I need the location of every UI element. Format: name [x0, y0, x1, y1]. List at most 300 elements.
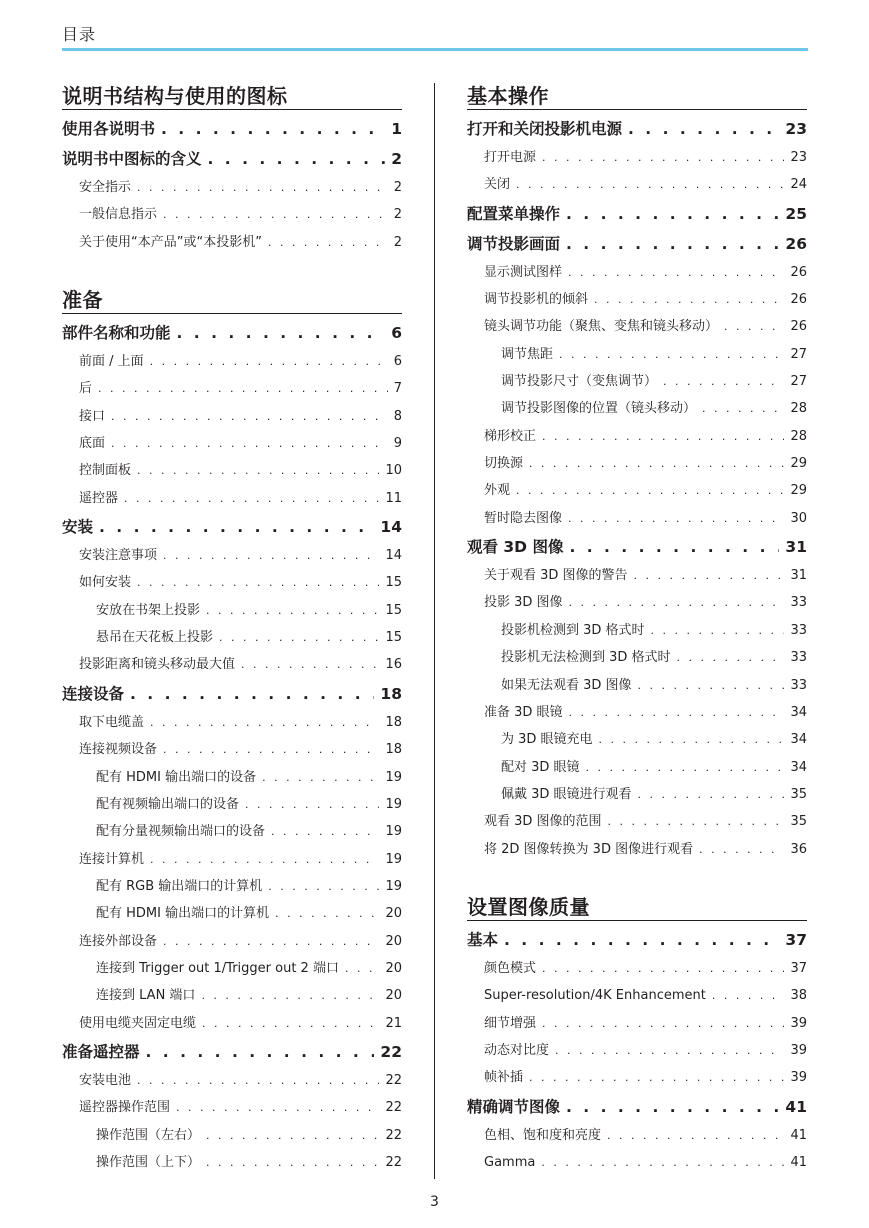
- dot-leader: [206, 1122, 379, 1149]
- dot-leader: [177, 318, 386, 348]
- header-rule: [62, 48, 808, 51]
- toc-entry-page: 33: [790, 677, 807, 693]
- toc-entry-level-2[interactable]: [62, 229, 402, 256]
- toc-entry-text: 连接外部设备: [79, 933, 158, 949]
- toc-entry-level-1[interactable]: [62, 318, 402, 348]
- toc-entry-text: 调节投影机的倾斜: [484, 292, 589, 308]
- section-title: 准备: [62, 287, 402, 314]
- toc-entry-text: 安放在书架上投影: [96, 602, 201, 618]
- dot-leader: [634, 562, 785, 589]
- toc-entry-text: 操作范围（上下）: [96, 1154, 201, 1170]
- toc-entry-text: 调节投影尺寸（变焦调节）: [501, 374, 658, 390]
- toc-entry-page: 2: [391, 150, 402, 168]
- dot-leader: [206, 1149, 379, 1176]
- toc-entry-level-3[interactable]: [467, 754, 807, 781]
- dot-leader: [98, 375, 388, 402]
- toc-entry-page: 11: [385, 490, 402, 506]
- toc-entry-level-2[interactable]: [62, 709, 402, 736]
- toc-entry-level-2[interactable]: [62, 457, 402, 484]
- toc-entry-page: 20: [385, 988, 402, 1004]
- toc-entry-text: 如何安装: [79, 575, 132, 591]
- toc-entry-level-3[interactable]: [62, 818, 402, 845]
- toc-entry-level-2[interactable]: [62, 485, 402, 512]
- toc-entry-text: 基本: [467, 930, 499, 949]
- toc-entry-text: 观看 3D 图像: [467, 538, 564, 557]
- toc-entry-page: 1: [391, 120, 402, 138]
- toc-entry-page: 31: [790, 568, 807, 584]
- dot-leader: [702, 395, 784, 422]
- toc-entry-page: 33: [790, 622, 807, 638]
- toc-entry-page: 41: [790, 1127, 807, 1143]
- toc-entry-level-1[interactable]: [467, 1092, 807, 1122]
- toc-entry-text: 精确调节图像: [467, 1097, 561, 1116]
- toc-entry-text: 配对 3D 眼镜: [501, 759, 580, 775]
- toc-entry-level-3[interactable]: [467, 726, 807, 753]
- dot-leader: [99, 512, 374, 542]
- dot-leader: [137, 457, 379, 484]
- dot-leader: [124, 485, 379, 512]
- toc-entry-level-2[interactable]: [467, 955, 807, 982]
- toc-entry-level-3[interactable]: [467, 395, 807, 422]
- toc-entry-level-2[interactable]: [467, 562, 807, 589]
- toc-entry-level-2[interactable]: [467, 982, 807, 1009]
- toc-entry-text: 取下电缆盖: [79, 714, 145, 730]
- toc-entry-text: Super-resolution/4K Enhancement: [484, 988, 706, 1004]
- toc-entry-level-3[interactable]: [62, 900, 402, 927]
- dot-leader: [262, 764, 379, 791]
- toc-entry-page: 19: [385, 769, 402, 785]
- toc-entry-level-2[interactable]: [467, 808, 807, 835]
- toc-section: [467, 894, 807, 1176]
- dot-leader: [111, 430, 388, 457]
- toc-entry-level-2[interactable]: [467, 505, 807, 532]
- dot-leader: [137, 1067, 379, 1094]
- toc-entry-text: 操作范围（左右）: [96, 1127, 201, 1143]
- dot-leader: [130, 679, 374, 709]
- dot-leader: [146, 1037, 375, 1067]
- toc-entry-text: 连接计算机: [79, 851, 145, 867]
- toc-entry-level-3[interactable]: [467, 341, 807, 368]
- toc-entry-page: 33: [790, 595, 807, 611]
- toc-entry-text: Gamma: [484, 1154, 536, 1170]
- toc-entry-text: 安全指示: [79, 180, 132, 195]
- dot-leader: [206, 597, 379, 624]
- toc-entry-page: 39: [790, 1015, 807, 1031]
- toc-entry-level-2[interactable]: [62, 928, 402, 955]
- toc-entry-level-3[interactable]: [62, 764, 402, 791]
- toc-entry-level-2[interactable]: [467, 699, 807, 726]
- toc-entry-page: 16: [385, 657, 402, 673]
- dot-leader: [150, 846, 379, 873]
- dot-leader: [161, 114, 385, 144]
- toc-entry-text: 梯形校正: [484, 428, 537, 444]
- toc-entry-text: 关于观看 3D 图像的警告: [484, 568, 628, 584]
- toc-entry-text: 佩戴 3D 眼镜进行观看: [501, 786, 632, 802]
- toc-entry-page: 7: [393, 381, 402, 397]
- toc-entry-text: 调节投影画面: [467, 234, 561, 253]
- toc-entry-text: 细节增强: [484, 1015, 537, 1031]
- toc-entry-level-2[interactable]: [467, 286, 807, 313]
- dot-leader: [529, 450, 784, 477]
- dot-leader: [542, 1010, 784, 1037]
- dot-leader: [607, 1122, 784, 1149]
- toc-entry-page: 15: [385, 575, 402, 591]
- toc-entry-page: 14: [380, 518, 402, 537]
- toc-entry-page: 41: [790, 1154, 807, 1170]
- toc-entry-level-2[interactable]: [62, 375, 402, 402]
- toc-entry-text: 关闭: [484, 177, 511, 193]
- toc-entry-level-2[interactable]: [467, 423, 807, 450]
- toc-entry-page: 26: [790, 264, 807, 280]
- toc-entry-text: 部件名称和功能: [62, 324, 171, 343]
- toc-entry-level-2[interactable]: [62, 348, 402, 375]
- dot-leader: [651, 617, 785, 644]
- dot-leader: [555, 1037, 784, 1064]
- dot-leader: [569, 532, 779, 562]
- toc-entry-level-2[interactable]: [62, 1010, 402, 1037]
- dot-leader: [638, 672, 785, 699]
- toc-entry-page: 35: [790, 786, 807, 802]
- toc-entry-text: 前面 / 上面: [79, 354, 144, 370]
- toc-entry-level-1[interactable]: [467, 925, 807, 955]
- toc-entry-page: 36: [790, 841, 807, 857]
- toc-entry-level-2[interactable]: [467, 477, 807, 504]
- toc-entry-level-1[interactable]: [467, 114, 807, 144]
- section-gap: [62, 256, 402, 287]
- toc-entry-page: 34: [790, 759, 807, 775]
- toc-entry-level-2[interactable]: [467, 836, 807, 863]
- dot-leader: [137, 569, 379, 596]
- toc-entry-page: 28: [790, 401, 807, 417]
- toc-entry-page: 6: [393, 354, 402, 370]
- toc-entry-level-1[interactable]: [467, 532, 807, 562]
- dot-leader: [202, 1010, 379, 1037]
- toc-entry-level-3[interactable]: [467, 617, 807, 644]
- toc-entry-text: 遥控器: [79, 490, 119, 506]
- toc-entry-level-2[interactable]: [62, 430, 402, 457]
- dot-leader: [569, 699, 785, 726]
- toc-entry-page: 34: [790, 732, 807, 748]
- toc-entry-text: 连接到 Trigger out 1/Trigger out 2 端口: [96, 960, 339, 976]
- toc-entry-text: 投影机无法检测到 3D 格式时: [501, 650, 671, 666]
- toc-entry-level-2[interactable]: [62, 846, 402, 873]
- toc-entry-page: 18: [385, 742, 402, 758]
- toc-entry-level-3[interactable]: [62, 624, 402, 651]
- toc-entry-level-3[interactable]: [467, 781, 807, 808]
- dot-leader: [241, 651, 379, 678]
- dot-leader: [516, 171, 784, 198]
- dot-leader: [541, 1149, 784, 1176]
- dot-leader: [516, 477, 784, 504]
- dot-leader: [163, 542, 379, 569]
- toc-entry-text: 连接到 LAN 端口: [96, 988, 196, 1004]
- toc-entry-page: 20: [385, 906, 402, 922]
- toc-entry-page: 39: [790, 1042, 807, 1058]
- toc-entry-page: 22: [385, 1154, 402, 1170]
- toc-entry-level-1[interactable]: [62, 114, 402, 144]
- toc-entry-page: 37: [790, 960, 807, 976]
- dot-leader: [137, 174, 388, 201]
- toc-entry-page: 18: [380, 684, 402, 703]
- dot-leader: [559, 341, 784, 368]
- toc-entry-text: 配置菜单操作: [467, 204, 561, 223]
- toc-entry-page: 23: [785, 120, 807, 138]
- toc-entry-page: 23: [790, 150, 807, 165]
- toc-entry-page: 26: [785, 234, 807, 253]
- toc-entry-page: 29: [790, 456, 807, 472]
- toc-entry-level-2[interactable]: [467, 144, 807, 171]
- toc-entry-page: 20: [385, 960, 402, 976]
- toc-entry-text: 外观: [484, 483, 511, 499]
- toc-entry-level-3[interactable]: [62, 873, 402, 900]
- dot-leader: [566, 229, 779, 259]
- toc-entry-page: 6: [391, 324, 402, 343]
- toc-entry-level-3[interactable]: [467, 368, 807, 395]
- toc-entry-level-3[interactable]: [467, 672, 807, 699]
- toc-entry-text: 连接设备: [62, 684, 125, 703]
- dot-leader: [568, 259, 784, 286]
- dot-leader: [163, 736, 379, 763]
- toc-entry-text: 投影距离和镜头移动最大值: [79, 657, 236, 673]
- toc-entry-text: 镜头调节功能（聚焦、变焦和镜头移动）: [484, 319, 719, 335]
- dot-leader: [568, 505, 784, 532]
- toc-entry-level-3[interactable]: [62, 597, 402, 624]
- dot-leader: [150, 348, 388, 375]
- toc-entry-level-2[interactable]: [467, 589, 807, 616]
- toc-left-column: [62, 83, 402, 1176]
- toc-entry-text: 观看 3D 图像的范围: [484, 814, 602, 830]
- toc-entry-text: 帧补插: [484, 1070, 524, 1086]
- toc-entry-page: 29: [790, 483, 807, 499]
- section-title: 说明书结构与使用的图标: [62, 83, 402, 110]
- toc-entry-level-3[interactable]: [62, 1122, 402, 1149]
- page-number: 3: [430, 1194, 439, 1210]
- toc-entry-page: 18: [385, 714, 402, 730]
- toc-entry-text: 切换源: [484, 456, 524, 472]
- toc-entry-text: 调节投影图像的位置（镜头移动）: [501, 401, 697, 417]
- toc-entry-text: 配有视频输出端口的设备: [96, 796, 240, 812]
- toc-entry-text: 后: [79, 381, 93, 397]
- dot-leader: [566, 199, 779, 229]
- toc-entry-page: 2: [393, 234, 402, 250]
- toc-entry-page: 27: [790, 374, 807, 390]
- toc-entry-level-2[interactable]: [62, 542, 402, 569]
- toc-entry-page: 9: [393, 436, 402, 452]
- toc-entry-level-1[interactable]: [467, 229, 807, 259]
- toc-entry-text: 动态对比度: [484, 1042, 550, 1058]
- toc-entry-page: 15: [385, 630, 402, 646]
- toc-entry-text: 遥控器操作范围: [79, 1100, 171, 1116]
- toc-entry-level-2[interactable]: [62, 201, 402, 228]
- toc-entry-text: 安装注意事项: [79, 548, 158, 564]
- toc-entry-page: 26: [790, 292, 807, 308]
- dot-leader: [176, 1094, 379, 1121]
- dot-leader: [542, 144, 784, 171]
- section-gap: [467, 863, 807, 894]
- dot-leader: [542, 955, 784, 982]
- toc-entry-page: 19: [385, 824, 402, 840]
- toc-entry-level-2[interactable]: [62, 1067, 402, 1094]
- toc-entry-text: 控制面板: [79, 463, 132, 479]
- toc-entry-level-2[interactable]: [62, 403, 402, 430]
- dot-leader: [271, 818, 379, 845]
- dot-leader: [712, 982, 785, 1009]
- toc-entry-page: 35: [790, 814, 807, 830]
- toc-entry-level-2[interactable]: [467, 1037, 807, 1064]
- toc-entry-level-1[interactable]: [467, 199, 807, 229]
- toc-entry-text: 调节焦距: [501, 346, 554, 362]
- toc-entry-level-2[interactable]: [62, 1094, 402, 1121]
- dot-leader: [699, 836, 784, 863]
- dot-leader: [163, 201, 388, 228]
- toc-entry-level-2[interactable]: [467, 450, 807, 477]
- toc-entry-text: 使用各说明书: [62, 120, 156, 138]
- dot-leader: [268, 229, 388, 256]
- toc-entry-text: 显示测试图样: [484, 264, 563, 280]
- toc-entry-text: 准备遥控器: [62, 1042, 140, 1061]
- toc-entry-page: 22: [385, 1100, 402, 1116]
- toc-entry-text: 说明书中图标的含义: [62, 150, 202, 168]
- toc-entry-page: 27: [790, 346, 807, 362]
- toc-entry-page: 8: [393, 408, 402, 424]
- toc-entry-page: 2: [393, 207, 402, 223]
- dot-leader: [245, 791, 379, 818]
- toc-entry-page: 10: [385, 463, 402, 479]
- toc-entry-page: 25: [785, 204, 807, 223]
- dot-leader: [345, 955, 379, 982]
- dot-leader: [638, 781, 785, 808]
- toc-entry-level-2[interactable]: [467, 1010, 807, 1037]
- toc-entry-text: 配有 HDMI 输出端口的设备: [96, 769, 257, 785]
- toc-entry-page: 34: [790, 704, 807, 720]
- dot-leader: [542, 423, 784, 450]
- toc-entry-level-3[interactable]: [62, 1149, 402, 1176]
- toc-entry-page: 19: [385, 796, 402, 812]
- toc-entry-page: 14: [385, 548, 402, 564]
- toc-entry-page: 20: [385, 933, 402, 949]
- toc-entry-level-2[interactable]: [62, 651, 402, 678]
- toc-entry-page: 38: [790, 988, 807, 1004]
- section-title: 设置图像质量: [467, 894, 807, 921]
- page-header-title: 目录: [62, 25, 97, 44]
- toc-entry-level-2[interactable]: [62, 174, 402, 201]
- toc-entry-text: 悬吊在天花板上投影: [96, 630, 214, 646]
- toc-entry-text: 配有分量视频输出端口的设备: [96, 824, 266, 840]
- toc-entry-text: 接口: [79, 408, 106, 424]
- toc-section: [467, 83, 807, 863]
- toc-entry-text: 为 3D 眼镜充电: [501, 732, 593, 748]
- toc-right-column: [467, 83, 807, 1176]
- dot-leader: [663, 368, 784, 395]
- toc-entry-text: 颜色模式: [484, 960, 537, 976]
- toc-entry-text: 配有 HDMI 输出端口的计算机: [96, 906, 270, 922]
- dot-leader: [529, 1064, 784, 1091]
- toc-section: [62, 83, 402, 256]
- toc-entry-text: 投影机检测到 3D 格式时: [501, 622, 645, 638]
- toc-entry-level-1[interactable]: [62, 144, 402, 174]
- toc-entry-page: 22: [380, 1042, 402, 1061]
- toc-entry-text: 打开电源: [484, 150, 537, 165]
- toc-entry-page: 21: [385, 1015, 402, 1031]
- toc-entry-text: 安装电池: [79, 1072, 132, 1088]
- dot-leader: [275, 900, 379, 927]
- dot-leader: [628, 114, 779, 144]
- dot-leader: [586, 754, 785, 781]
- section-title: 基本操作: [467, 83, 807, 110]
- toc-entry-text: 将 2D 图像转换为 3D 图像进行观看: [484, 841, 694, 857]
- toc-entry-level-2[interactable]: [62, 736, 402, 763]
- toc-entry-level-3[interactable]: [62, 791, 402, 818]
- toc-entry-level-2[interactable]: [467, 1122, 807, 1149]
- dot-leader: [504, 925, 779, 955]
- toc-entry-text: 准备 3D 眼镜: [484, 704, 563, 720]
- dot-leader: [569, 589, 785, 616]
- toc-entry-page: 24: [790, 177, 807, 193]
- toc-entry-page: 37: [785, 930, 807, 949]
- toc-section: [62, 287, 402, 1176]
- toc-entry-text: 打开和关闭投影机电源: [467, 120, 623, 138]
- toc-entry-page: 41: [785, 1097, 807, 1116]
- toc-entry-text: 如果无法观看 3D 图像: [501, 677, 632, 693]
- toc-entry-page: 19: [385, 878, 402, 894]
- toc-entry-level-1[interactable]: [62, 512, 402, 542]
- dot-leader: [608, 808, 785, 835]
- toc-entry-page: 28: [790, 428, 807, 444]
- toc-entry-text: 暂时隐去图像: [484, 510, 563, 526]
- toc-entry-level-2[interactable]: [62, 569, 402, 596]
- toc-entry-page: 15: [385, 602, 402, 618]
- toc-entry-text: 关于使用“本产品”或“本投影机”: [79, 234, 262, 250]
- dot-leader: [219, 624, 379, 651]
- toc-entry-level-3[interactable]: [62, 982, 402, 1009]
- column-divider: [434, 83, 435, 1179]
- toc-entry-level-1[interactable]: [62, 679, 402, 709]
- toc-entry-level-2[interactable]: [467, 171, 807, 198]
- toc-entry-text: 一般信息指示: [79, 207, 158, 223]
- toc-entry-level-3[interactable]: [62, 955, 402, 982]
- toc-entry-page: 2: [393, 180, 402, 195]
- toc-entry-text: 底面: [79, 436, 106, 452]
- toc-entry-page: 19: [385, 851, 402, 867]
- toc-entry-page: 33: [790, 650, 807, 666]
- toc-entry-text: 使用电缆夹固定电缆: [79, 1015, 197, 1031]
- toc-entry-level-2[interactable]: [467, 259, 807, 286]
- toc-entry-level-1[interactable]: [62, 1037, 402, 1067]
- toc-entry-level-2[interactable]: [467, 1064, 807, 1091]
- dot-leader: [268, 873, 379, 900]
- toc-entry-level-2[interactable]: [467, 1149, 807, 1176]
- toc-entry-text: 安装: [62, 518, 94, 537]
- toc-entry-level-3[interactable]: [467, 644, 807, 671]
- toc-entry-page: 26: [790, 319, 807, 335]
- dot-leader: [599, 726, 785, 753]
- toc-entry-page: 22: [385, 1127, 402, 1143]
- toc-entry-page: 22: [385, 1072, 402, 1088]
- toc-entry-level-2[interactable]: [467, 313, 807, 340]
- dot-leader: [677, 644, 785, 671]
- toc-entry-page: 30: [790, 510, 807, 526]
- dot-leader: [594, 286, 784, 313]
- toc-entry-text: 连接视频设备: [79, 742, 158, 758]
- dot-leader: [208, 144, 386, 174]
- toc-entry-text: 配有 RGB 输出端口的计算机: [96, 878, 263, 894]
- dot-leader: [724, 313, 784, 340]
- dot-leader: [566, 1092, 779, 1122]
- toc-entry-text: 色相、饱和度和亮度: [484, 1127, 602, 1143]
- dot-leader: [163, 928, 379, 955]
- toc-entry-page: 39: [790, 1070, 807, 1086]
- dot-leader: [150, 709, 379, 736]
